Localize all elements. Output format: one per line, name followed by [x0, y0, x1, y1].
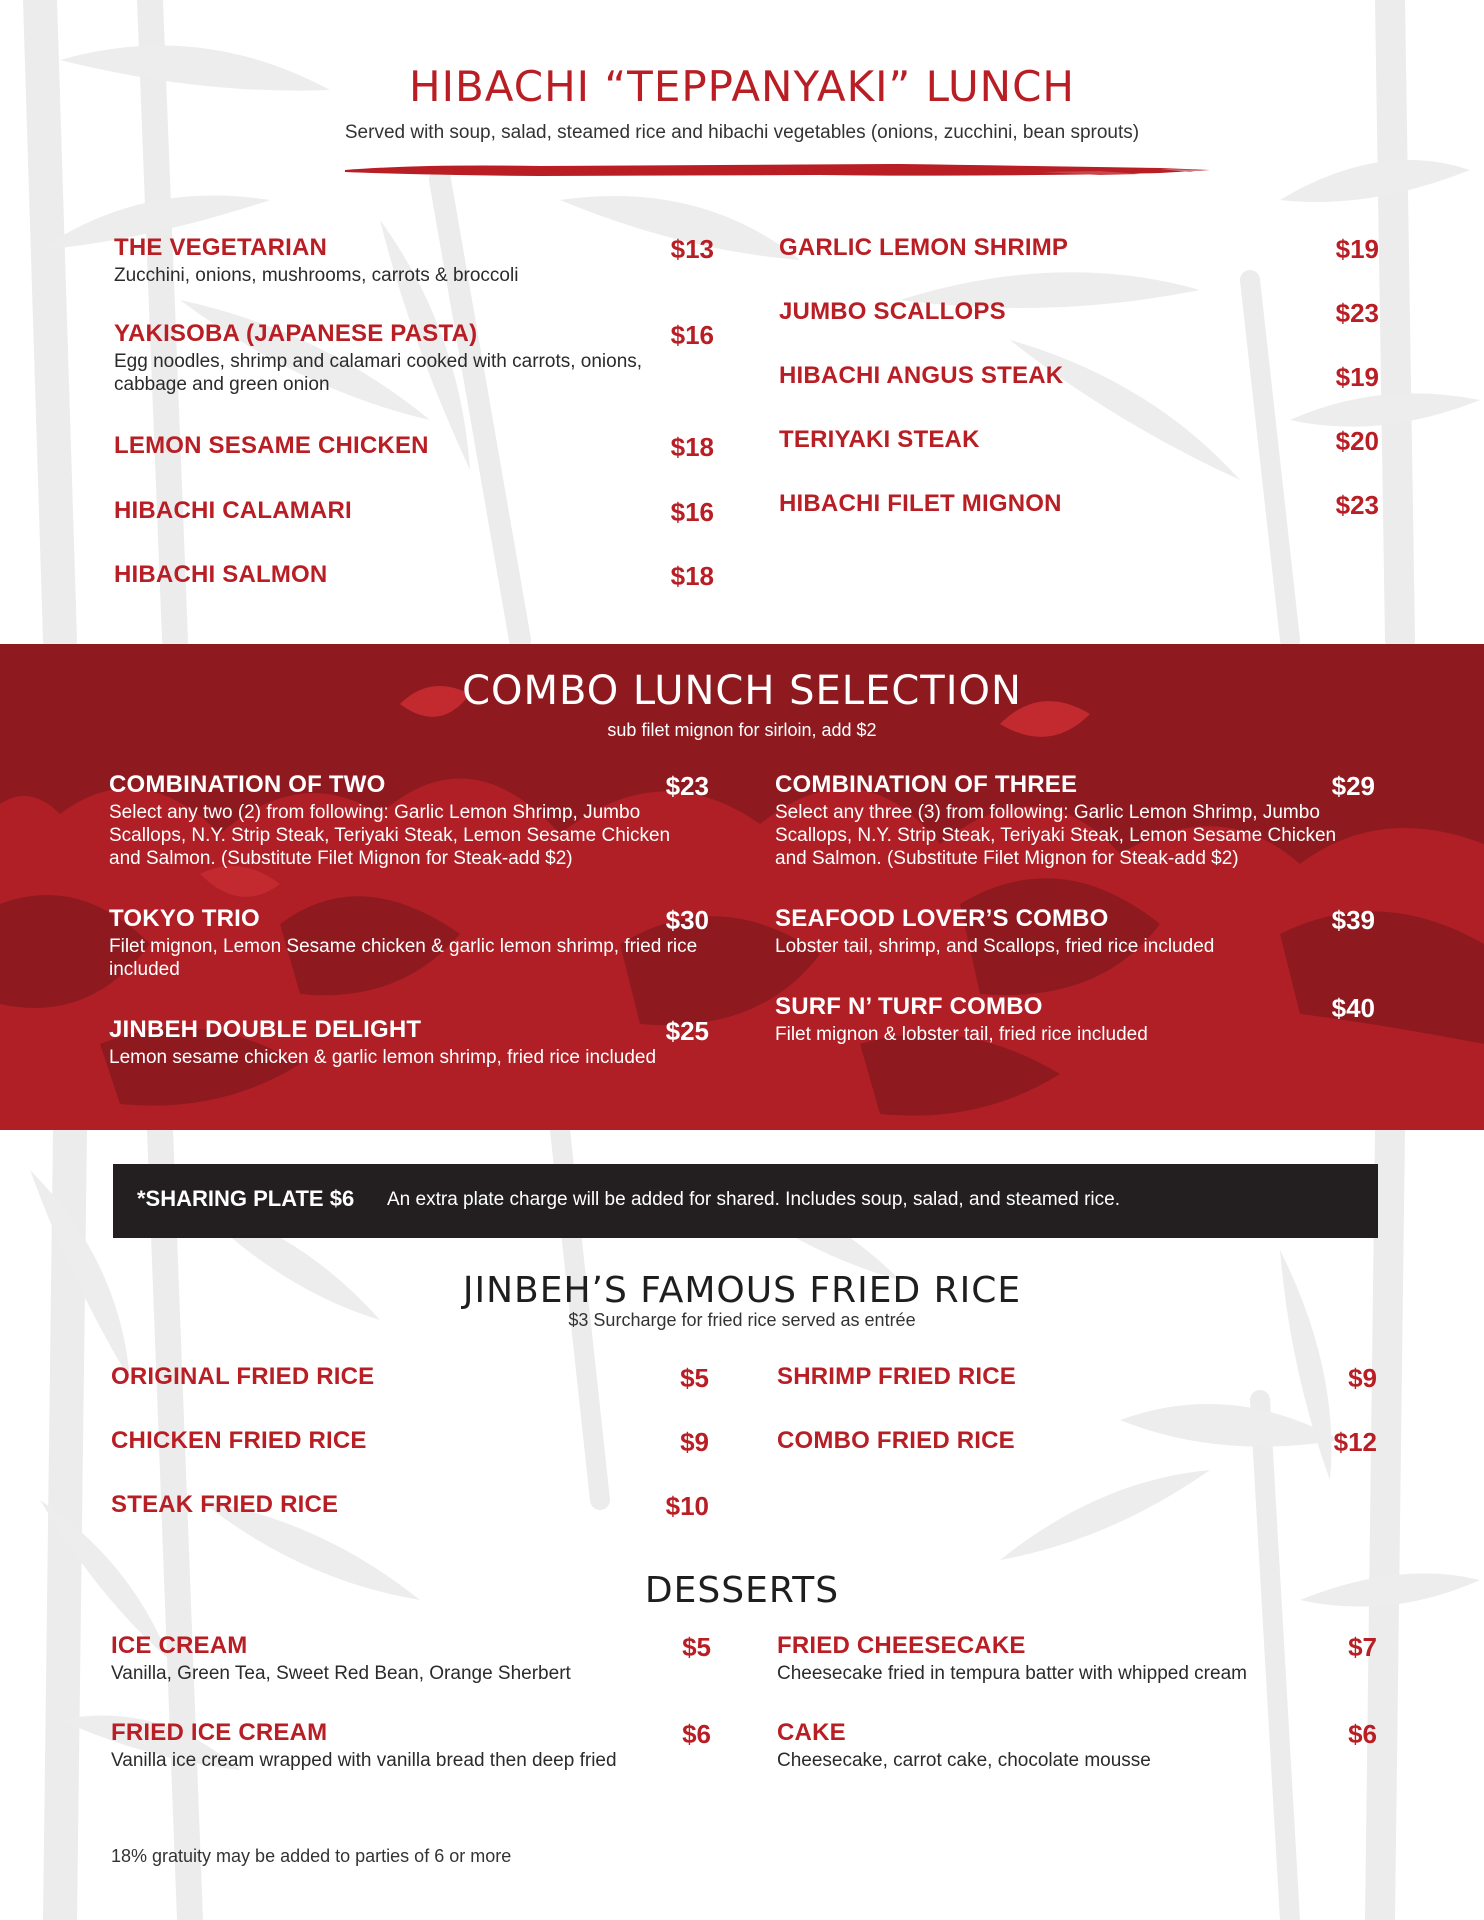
- menu-item: [109, 1016, 709, 1076]
- item-name: COMBO FRIED RICE: [777, 1427, 1015, 1454]
- item-description: Select any two (2) from following: Garlic Lemon Shrimp, Jumbo Scallops, N.Y. Strip Steak, Teriyaki Steak, Lemon Sesame Chicken and Salmon. (Substitute Filet Mignon for Steak-add $2): [109, 802, 671, 869]
- item-price: $12: [1333, 1427, 1377, 1457]
- menu-item: [779, 362, 1379, 394]
- item-description: Cheesecake fried in tempura batter with whipped cream: [777, 1663, 1247, 1684]
- item-price: $40: [1331, 993, 1375, 1023]
- item-name: SEAFOOD LOVER’S COMBO: [775, 905, 1109, 932]
- menu-item: [779, 426, 1379, 458]
- item-price: $6: [1348, 1719, 1377, 1749]
- menu-item: [779, 490, 1379, 522]
- item-name: HIBACHI FILET MIGNON: [779, 490, 1062, 517]
- brush-stroke-divider: [340, 160, 1220, 180]
- item-name: CAKE: [777, 1719, 846, 1746]
- item-price: $6: [682, 1719, 711, 1749]
- item-price: $16: [670, 320, 714, 350]
- menu-item: [109, 771, 709, 871]
- sharing-plate-label: *SHARING PLATE $6: [137, 1186, 355, 1211]
- item-description: Filet mignon & lobster tail, fried rice included: [775, 1024, 1148, 1045]
- menu-item: [779, 234, 1379, 266]
- item-description: Vanilla ice cream wrapped with vanilla bread then deep fried: [111, 1750, 617, 1771]
- item-name: ICE CREAM: [111, 1632, 248, 1659]
- item-name: GARLIC LEMON SHRIMP: [779, 234, 1069, 261]
- menu-item: [114, 497, 714, 529]
- menu-item: [111, 1491, 709, 1523]
- item-name: HIBACHI SALMON: [114, 561, 328, 588]
- item-price: $20: [1335, 426, 1379, 456]
- item-price: $18: [670, 432, 714, 462]
- combo-title: COMBO LUNCH SELECTION: [462, 668, 1022, 714]
- menu-item: [111, 1719, 711, 1779]
- hibachi-subtitle: Served with soup, salad, steamed rice and hibachi vegetables (onions, zucchini, bean sprouts): [344, 122, 1140, 143]
- gratuity-note: 18% gratuity may be added to parties of 6 or more: [111, 1846, 512, 1866]
- item-description: Lemon sesame chicken & garlic lemon shrimp, fried rice included: [109, 1047, 657, 1068]
- item-name: STEAK FRIED RICE: [111, 1491, 339, 1518]
- item-price: $19: [1335, 234, 1379, 264]
- fried-rice-subtitle: $3 Surcharge for fried rice served as entrée: [568, 1310, 916, 1330]
- item-price: $19: [1335, 362, 1379, 392]
- item-name: CHICKEN FRIED RICE: [111, 1427, 367, 1454]
- item-name: COMBINATION OF TWO: [109, 771, 386, 798]
- menu-item: [775, 771, 1375, 871]
- item-name: HIBACHI ANGUS STEAK: [779, 362, 1064, 389]
- item-name: SHRIMP FRIED RICE: [777, 1363, 1016, 1390]
- item-price: $16: [670, 497, 714, 527]
- item-name: TERIYAKI STEAK: [779, 426, 980, 453]
- item-name: COMBINATION OF THREE: [775, 771, 1078, 798]
- item-price: $7: [1348, 1632, 1377, 1662]
- item-name: FRIED ICE CREAM: [111, 1719, 328, 1746]
- item-name: FRIED CHEESECAKE: [777, 1632, 1026, 1659]
- item-description: Filet mignon, Lemon Sesame chicken & garlic lemon shrimp, fried rice included: [109, 936, 698, 980]
- item-description: Egg noodles, shrimp and calamari cooked with carrots, onions, cabbage and green onion: [114, 351, 643, 395]
- item-price: $5: [682, 1632, 711, 1662]
- menu-item: [777, 1632, 1377, 1692]
- hibachi-title: HIBACHI “TEPPANYAKI” LUNCH: [408, 62, 1076, 111]
- item-price: $23: [1335, 298, 1379, 328]
- item-price: $13: [670, 234, 714, 264]
- item-name: HIBACHI CALAMARI: [114, 497, 352, 524]
- item-description: Lobster tail, shrimp, and Scallops, fried rice included: [775, 936, 1215, 957]
- item-description: Vanilla, Green Tea, Sweet Red Bean, Orange Sherbert: [111, 1663, 571, 1684]
- desserts-title: DESSERTS: [644, 1570, 840, 1611]
- menu-item: [111, 1632, 711, 1692]
- item-name: YAKISOBA (JAPANESE PASTA): [114, 320, 478, 347]
- item-price: $18: [670, 561, 714, 591]
- menu-item: [114, 234, 714, 294]
- item-price: $30: [665, 905, 709, 935]
- fried-rice-title: JINBEH’S FAMOUS FRIED RICE: [462, 1270, 1022, 1311]
- item-name: LEMON SESAME CHICKEN: [114, 432, 429, 459]
- item-name: THE VEGETARIAN: [114, 234, 328, 261]
- menu-item: [779, 298, 1379, 330]
- menu-item: [777, 1363, 1377, 1395]
- item-price: $9: [680, 1427, 709, 1457]
- item-price: $23: [665, 771, 709, 801]
- menu-item: [114, 561, 714, 593]
- item-description: Select any three (3) from following: Garlic Lemon Shrimp, Jumbo Scallops, N.Y. Strip Steak, Teriyaki Steak, Lemon Sesame Chicken and Salmon. (Substitute Filet Mignon for Steak-add $2): [775, 802, 1337, 869]
- item-name: JINBEH DOUBLE DELIGHT: [109, 1016, 422, 1043]
- item-name: JUMBO SCALLOPS: [779, 298, 1006, 325]
- item-name: TOKYO TRIO: [109, 905, 260, 932]
- sharing-plate-text: An extra plate charge will be added for shared. Includes soup, salad, and steamed rice.: [387, 1189, 1120, 1210]
- menu-item: [111, 1363, 709, 1395]
- item-price: $25: [665, 1016, 709, 1046]
- item-price: $10: [665, 1491, 709, 1521]
- item-name: ORIGINAL FRIED RICE: [111, 1363, 375, 1390]
- menu-item: [114, 320, 714, 400]
- menu-item: [775, 905, 1375, 965]
- item-price: $39: [1331, 905, 1375, 935]
- menu-item: [109, 905, 709, 985]
- menu-item: [777, 1719, 1377, 1779]
- menu-item: [114, 432, 714, 464]
- menu-item: [777, 1427, 1377, 1459]
- item-description: Cheesecake, carrot cake, chocolate mousse: [777, 1750, 1151, 1771]
- item-description: Zucchini, onions, mushrooms, carrots & broccoli: [114, 265, 519, 286]
- menu-item: [111, 1427, 709, 1459]
- item-name: SURF N’ TURF COMBO: [775, 993, 1043, 1020]
- combo-subtitle: sub filet mignon for sirloin, add $2: [607, 720, 877, 740]
- sharing-plate-banner: [113, 1164, 1378, 1238]
- item-price: $29: [1331, 771, 1375, 801]
- item-price: $23: [1335, 490, 1379, 520]
- menu-item: [775, 993, 1375, 1053]
- item-price: $5: [680, 1363, 709, 1393]
- item-price: $9: [1348, 1363, 1377, 1393]
